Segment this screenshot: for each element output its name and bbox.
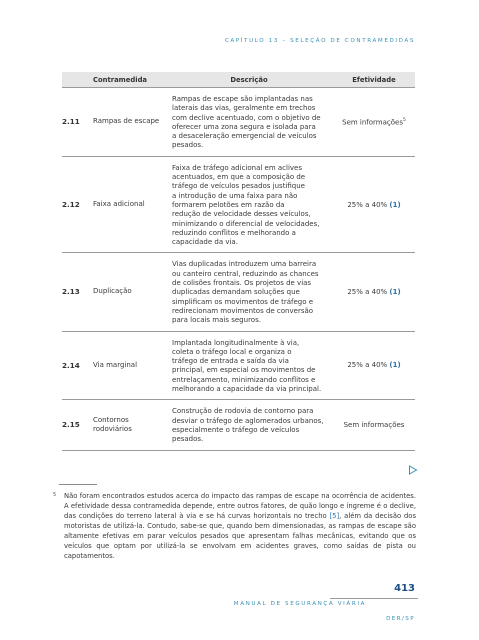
countermeasure-name-line: Duplicação [93, 287, 132, 296]
page-number: 413 [394, 583, 415, 594]
countermeasure-name [93, 361, 169, 370]
description-line: tráfego de entrada e saída da via [172, 357, 289, 366]
table-row [62, 332, 415, 401]
description-line: formarem pelotões em razão da [172, 200, 285, 209]
footnote-text-before: Não foram encontrados estudos acerca do impacto das rampas de escape na ocorrência de acidentes. A efetividade dessa contramedida depende, entre outros fatores, de quão longo e íngreme é o declive, das condições do terreno lateral à via e se há curvas horizontais no trecho [64, 492, 416, 520]
description-line: minimizando o diferencial de velocidades, [172, 219, 320, 228]
footnote-mark: 5 [53, 492, 57, 498]
countermeasure-name-line: Rampas de escape [93, 117, 160, 126]
footnote-text-after: , além da decisão dos motoristas de utilizá-la. Contudo, sabe-se que, quando bem dimensionadas, as rampas de escape são altamente efetivas em parar veículos pesados que apresentam falhas mecânicas, evitando que os veículos que optam por utilizá-la se envolvam em acidentes graves, como saídas de pista ou capotamentos. [64, 512, 416, 560]
table-header [62, 72, 415, 88]
description-line: laterais das vias, geralmente em trechos [172, 104, 316, 113]
countermeasure-name [93, 117, 169, 126]
description-line: tráfego de veículos pesados justifique [172, 182, 305, 191]
effectiveness-value [329, 118, 415, 126]
description-line: capacidade da via. [172, 238, 238, 247]
row-number: 2.13 [62, 287, 80, 297]
description-line: Construção de rodovia de contorno para [172, 407, 314, 416]
effectiveness-text: Sem informações [342, 118, 403, 127]
countermeasure-name-line: Contornos [93, 415, 129, 424]
countermeasure-description [169, 400, 329, 449]
effectiveness-reference-link[interactable]: (1) [389, 200, 401, 209]
effectiveness-text: 25% a 40% [347, 200, 388, 209]
effectiveness-value [329, 288, 415, 296]
countermeasure-description [169, 332, 329, 400]
row-number: 2.15 [62, 420, 80, 430]
description-line: com declive acentuado, com o objetivo de [172, 113, 321, 122]
header-description: Descrição [230, 75, 268, 84]
description-line: especialmente o tráfego de veículos [172, 425, 300, 434]
countermeasures-table [62, 72, 415, 451]
description-line: redirecionam movimentos de conversão [172, 306, 314, 315]
description-line: de colisões frontais. Os projetos de vias [172, 279, 312, 288]
countermeasure-name-line: rodoviários [93, 424, 132, 433]
publisher: DER/SP [386, 616, 415, 622]
description-line: a introdução de uma faixa para não [172, 191, 298, 200]
countermeasure-name [93, 416, 169, 435]
description-line: para locais mais seguros. [172, 316, 261, 325]
chapter-header: CAPÍTULO 13 – SELEÇÃO DE CONTRAMEDIDAS [224, 38, 415, 44]
description-line: pesados. [172, 435, 204, 444]
effectiveness-value [329, 421, 415, 429]
effectiveness-text: 25% a 40% [347, 361, 388, 370]
footnote-reference-link[interactable]: [5] [329, 512, 340, 520]
description-line: oferecer uma zona segura e isolada para [172, 122, 316, 131]
effectiveness-value [329, 361, 415, 369]
row-number: 2.14 [62, 360, 80, 370]
description-line: ou canteiro central, reduzindo as chances [172, 269, 319, 278]
countermeasure-description [169, 88, 329, 156]
countermeasure-name-line: Via marginal [93, 360, 138, 369]
footnote-text [64, 491, 416, 561]
countermeasure-description [169, 253, 329, 330]
effectiveness-value [329, 201, 415, 209]
description-line: pesados. [172, 141, 204, 150]
description-line: Vias duplicadas introduzem uma barreira [172, 260, 317, 269]
description-line: redução de velocidade desses veículos, [172, 210, 311, 219]
header-countermeasure: Contramedida [93, 75, 148, 84]
description-line: principal, em especial os movimentos de [172, 366, 316, 375]
description-line: reduzindo conflitos e melhorando a [172, 228, 296, 237]
countermeasure-name-line: Faixa adicional [93, 199, 145, 208]
manual-title: MANUAL DE SEGURANÇA VIÁRIA [233, 601, 366, 607]
description-line: Rampas de escape são implantadas nas [172, 95, 313, 103]
table-row [62, 253, 415, 331]
table-row [62, 157, 415, 254]
table-row [62, 88, 415, 157]
description-line: duplicadas demandam soluções que [172, 288, 300, 297]
effectiveness-text: 25% a 40% [347, 287, 388, 296]
footnote-divider [59, 484, 97, 485]
footer-divider [330, 598, 418, 599]
description-line: a desaceleração emergencial de veículos [172, 132, 317, 141]
description-line: entrelaçamento, minimizando conflitos e [172, 375, 316, 384]
countermeasure-name [93, 287, 169, 296]
description-line: acentuados, em que a composição de [172, 173, 306, 182]
description-line: melhorando a capacidade da via principal. [172, 385, 322, 394]
countermeasure-name [93, 200, 169, 209]
continue-arrow-icon [408, 465, 418, 475]
countermeasure-description [169, 157, 329, 253]
row-number: 2.12 [62, 200, 80, 210]
footnote-superscript[interactable]: 5 [403, 117, 406, 123]
description-line: Implantada longitudinalmente à via, [172, 338, 300, 347]
effectiveness-reference-link[interactable]: (1) [389, 287, 401, 296]
header-effectiveness: Efetividade [352, 75, 396, 84]
table-row [62, 400, 415, 450]
effectiveness-text: Sem informações [343, 420, 405, 429]
effectiveness-reference-link[interactable]: (1) [389, 361, 401, 370]
description-line: coleta o tráfego local e organiza o [172, 347, 292, 356]
description-line: desviar o tráfego de aglomerados urbanos, [172, 416, 324, 425]
description-line: simplificam os movimentos de tráfego e [172, 297, 314, 306]
row-number: 2.11 [62, 117, 80, 127]
description-line: Faixa de tráfego adicional em aclives [172, 163, 303, 172]
table-body [62, 88, 415, 451]
